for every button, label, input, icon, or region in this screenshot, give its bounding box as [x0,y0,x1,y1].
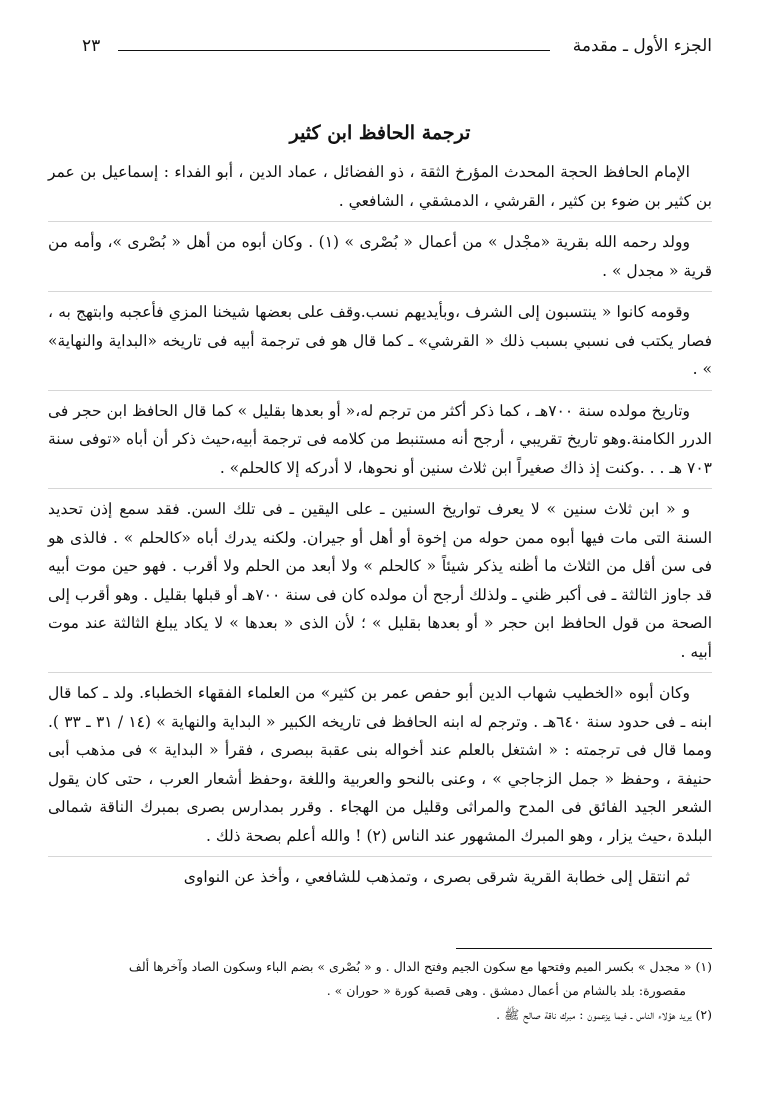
paragraph-divider [48,221,712,222]
section-title: ترجمة الحافظ ابن كثير [289,122,471,144]
paragraph: ثم انتقل إلى خطابة القرية شرقى بصرى ، وتمذهب للشافعي ، وأخذ عن النواوى [183,868,690,886]
paragraph: وتاريخ مولده سنة ٧٠٠هـ ، كما ذكر أكثر من ترجم له،« أو بعدها بقليل » كما قال الحافظ ابن حجر فى الدرر الكامنة.وهو تاريخ تقريبي ، أرجح أنه مستنبط من كلامه فى ترجمة أبيه،حيث ذكر أن أباه «توفى سنة ٧٠٣ هـ . . .وكنت إذ ذاك صغيراً ابن ثلاث سنين أو نحوها، لا أدركه إلا كالحلم» . [48,401,712,477]
paragraph-divider [48,856,712,857]
page-body [48,118,712,892]
paragraph: وقومه كانوا « ينتسبون إلى الشرف ،وبأيديهم نسب.وقف على بعضها شيخنا المزي فأعجبه وابتهج به ، فصار يكتب فى نسبي بسبب ذلك « القرشي» ـ كما قال هو فى ترجمة أبيه فى تاريخه «البداية والنهاية» » . [48,303,712,378]
paragraph: و « ابن ثلاث سنين » لا يعرف تواريخ السنين ـ على اليقين ـ فى تلك السن. فقد سمع إذن تحديد السنة التى مات فيها أبوه ممن حوله من إخوة أو أهل أو جيران. ولكنه يدرك أباه «كالحلم » . فالذى هو فى سن أقل من الثلاث ما أظنه يذكر شيئاً « كالحلم » ولا أبعد من الحلم ولا أقرب . فهو حين موت أبيه قد جاوز الثالثة ـ فى أكبر ظني ـ ولذلك أرجح أن مولده كان فى سنة ٧٠٠هـ أو قبلها بقليل . وهو أقرب إلى الصحة من قول الحافظ ابن حجر « أو بعدها بقليل » ؛ لأن الذى « بعدها » لا يكاد يبلغ الثالثة عند موت أبيه . [48,500,712,661]
page-number: ٢٣ [82,36,101,56]
footnote-1: (١) « مجدل » بكسر الميم وفتحها مع سكون الجيم وفتح الدال . و « بُصْرى » بضم الباء وسكون الصاد وآخرها ألف [128,959,712,974]
paragraph: الإمام الحافظ الحجة المحدث المؤرخ الثقة ، ذو الفضائل ، عماد الدين ، أبو الفداء : إسماعيل بن عمر بن كثير بن ضوء بن كثير ، القرشي ، الدمشقي ، الشافعي . [48,163,712,210]
header-rule [118,50,550,51]
footnotes [48,955,712,1027]
footnote-rule [456,948,712,949]
paragraph: وولد رحمه الله بقرية «مجْدل » من أعمال « بُصْرى » (١) . وكان أبوه من أهل « بُصْرى »، وأمه من قرية « مجدل » . [48,233,712,280]
paragraph-divider [48,291,712,292]
paragraph-divider [48,390,712,391]
paragraph-divider [48,488,712,489]
running-header [82,36,712,62]
header-title: الجزء الأول ـ مقدمة [572,36,712,56]
footnote-2: (٢) يريد هؤلاء الناس ـ فيما يزعمون : مبرك ناقة صالح ﷺ . [496,1007,712,1022]
footnote-1-continuation: مقصورة: بلد بالشام من أعمال دمشق . وهى قصبة كورة « حوران » . [326,983,686,998]
paragraph-divider [48,672,712,673]
paragraph: وكان أبوه «الخطيب شهاب الدين أبو حفص عمر بن كثير» من العلماء الفقهاء الخطباء. ولد ـ كما قال ابنه ـ فى حدود سنة ٦٤٠هـ . وترجم له ابنه الحافظ فى تاريخه الكبير « البداية والنهاية » (١٤ / ٣١ ـ ٣٣ ). ومما قال فى ترجمته : « اشتغل بالعلم عند أخواله بنى عقبة ببصرى ، فقرأ « البداية » فى مذهب أبى حنيفة ، وحفظ « جمل الزجاجي » ، وعنى بالنحو والعربية واللغة ،وحفظ أشعار العرب ، حتى كان يقول الشعر الجيد الفائق فى المدح والمراثى وقليل من الهجاء . وقرر بمدارس بصرى بمبرك الناقة شمالى البلدة ،حيث يزار ، وهو المبرك المشهور عند الناس (٢) ! والله أعلم بصحة ذلك . [48,684,712,845]
